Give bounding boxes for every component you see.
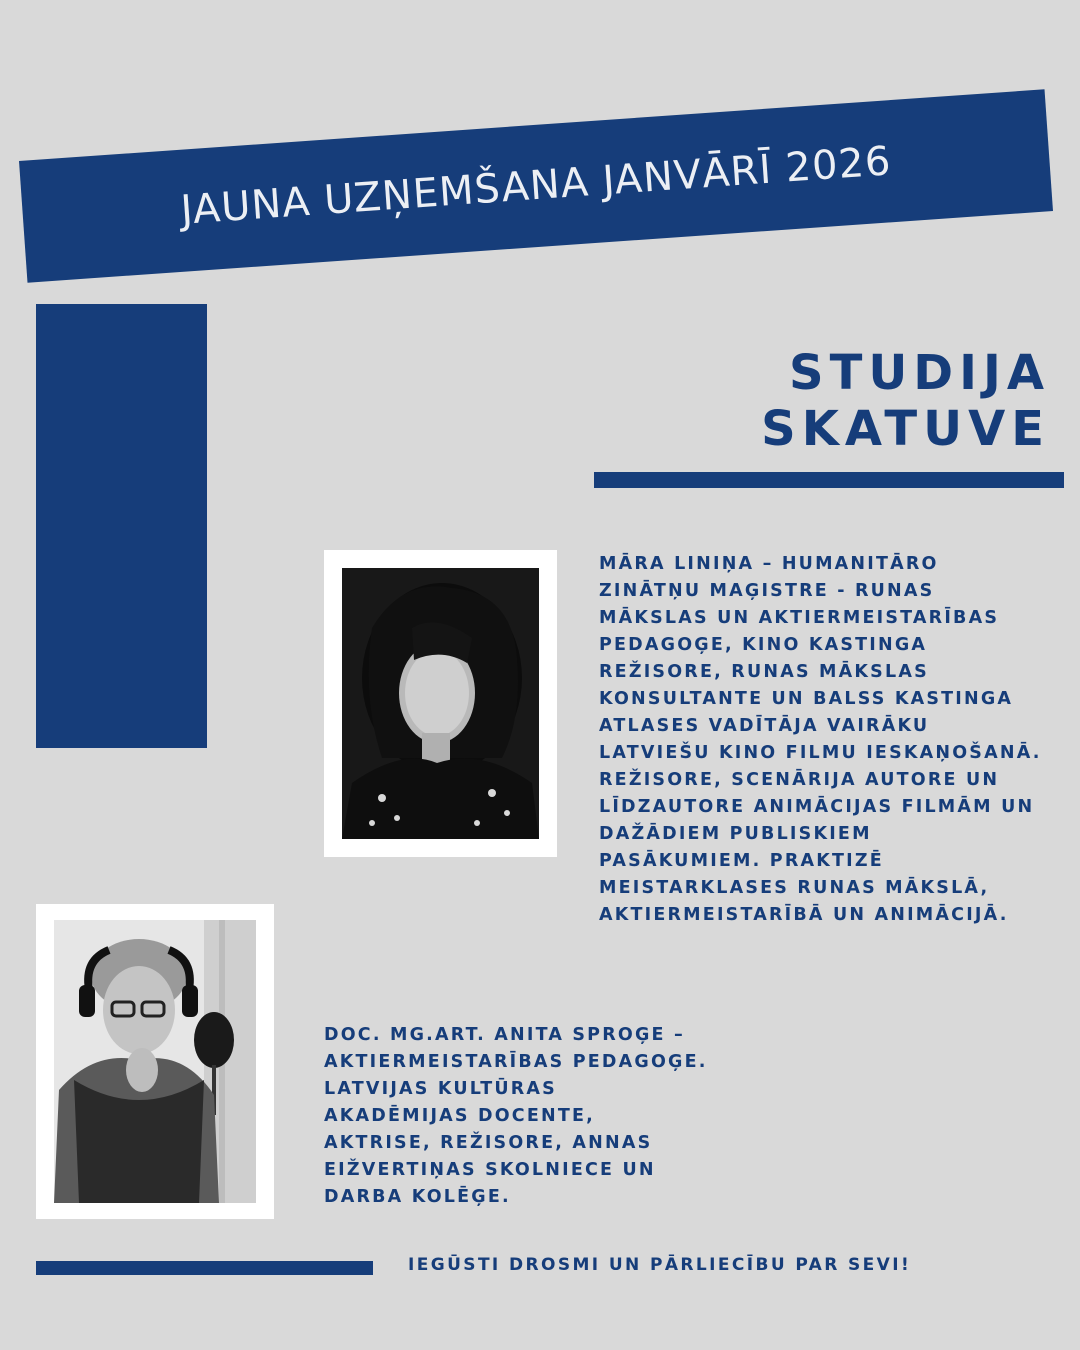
bio-line: AKTIERMEISTARĪBAS PEDAGOĢE. [324,1052,708,1072]
bottom-divider [36,1261,373,1275]
portrait-image [342,568,539,839]
bio-line: LĪDZAUTORE ANIMĀCIJAS FILMĀM UN [599,797,1035,817]
studio-title-line-2: SKATUVE [761,401,1050,457]
bio-mara-linina [599,551,1042,929]
title-underline [594,472,1064,488]
bio-line: AKADĒMIJAS DOCENTE, [324,1106,595,1126]
bio-line: LATVIEŠU KINO FILMU IESKAŅOŠANĀ. [599,743,1042,763]
bio-line: AKTIERMEISTARĪBĀ UN ANIMĀCIJĀ. [599,905,1009,925]
bio-line: EIŽVERTIŅAS SKOLNIECE UN [324,1160,656,1180]
bio-line: MEISTARKLASES RUNAS MĀKSLĀ, [599,878,990,898]
photo-mara-linina [324,550,557,857]
studio-title [650,345,1050,457]
bio-line: DAŽĀDIEM PUBLISKIEM [599,824,872,844]
headline-banner [19,89,1053,282]
bio-line: AKTRISE, REŽISORE, ANNAS [324,1133,653,1153]
bio-line: REŽISORE, SCENĀRIJA AUTORE UN [599,770,1000,790]
bio-line: PASĀKUMIEM. PRAKTIZĒ [599,851,884,871]
bio-line: ATLASES VADĪTĀJA VAIRĀKU [599,716,930,736]
bio-line: PEDAGOĢE, KINO KASTINGA [599,635,928,655]
bio-line: ZINĀTŅU MAĢISTRE - RUNAS [599,581,935,601]
bio-line: KONSULTANTE UN BALSS KASTINGA [599,689,1014,709]
photo-anita-sproge [36,904,274,1219]
bio-line: DARBA KOLĒĢE. [324,1187,511,1207]
headline-text: JAUNA UZŅEMŠANA JANVĀRĪ 2026 [179,138,893,234]
bio-line: MĀRA LINIŅA – HUMANITĀRO [599,554,939,574]
studio-title-line-1: STUDIJA [789,345,1050,401]
bio-line: MĀKSLAS UN AKTIERMEISTARĪBAS [599,608,1000,628]
bio-line: LATVIJAS KULTŪRAS [324,1079,557,1099]
slogan-text: IEGŪSTI DROSMI UN PĀRLIECĪBU PAR SEVI! [408,1255,912,1275]
bio-line: REŽISORE, RUNAS MĀKSLAS [599,662,929,682]
bio-line: DOC. MG.ART. ANITA SPROĢE – [324,1025,685,1045]
decorative-blue-block [36,304,207,748]
bio-anita-sproge [324,1022,708,1211]
portrait-image [54,920,256,1203]
